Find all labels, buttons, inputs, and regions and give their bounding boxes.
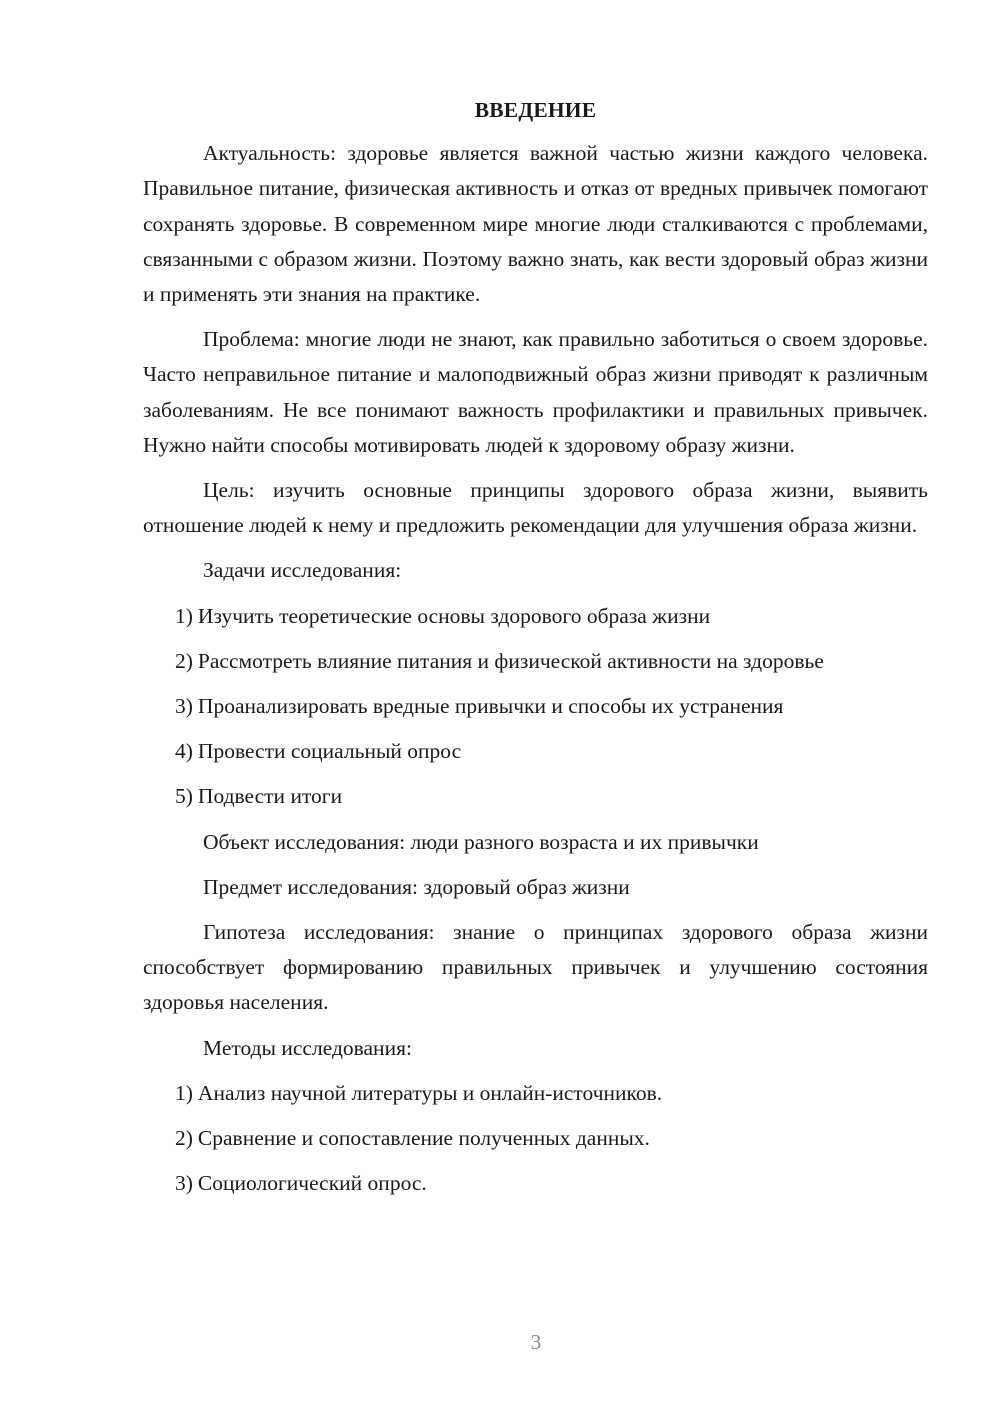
methods-heading: Методы исследования: — [203, 1035, 412, 1060]
relevance-paragraph: Актуальность: здоровье является важной частью жизни каждого человека. Правильное питание, физическая активность и отказ от вредных привычек помогают сохранять здоровье. В современном мире многие люди сталкиваются с проблемами, связанными с образом жизни. Поэтому важно знать, как вести здоровый образ жизни и применять эти знания на практике. — [143, 141, 928, 307]
problem-paragraph: Проблема: многие люди не знают, как правильно заботиться о своем здоровье. Часто неправильное питание и малоподвижный образ жизни приводят к различным заболеваниям. Не все понимают важность профилактики и правильных привычек. Нужно найти способы мотивировать людей к здоровому образу жизни. — [143, 327, 928, 457]
subject-line: Предмет исследования: здоровый образ жизни — [203, 874, 630, 899]
list-number: 4) — [175, 739, 193, 764]
list-number: 2) — [175, 648, 193, 673]
list-text: Подвести итоги — [197, 784, 343, 809]
list-number: 3) — [175, 1171, 193, 1196]
list-number: 3) — [175, 694, 193, 719]
method-item — [143, 1121, 928, 1156]
task-item — [143, 599, 928, 634]
list-text: Провести социальный опрос — [197, 739, 462, 764]
list-text: Проанализировать вредные привычки и способы их устранения — [197, 694, 784, 719]
list-number: 5) — [175, 784, 193, 809]
page-title: ВВЕДЕНИЕ — [474, 98, 597, 122]
task-item — [143, 779, 928, 814]
task-item — [143, 734, 928, 769]
method-item — [143, 1076, 928, 1111]
list-text: Сравнение и сопоставление полученных данных. — [197, 1126, 650, 1151]
list-text: Изучить теоретические основы здорового образа жизни — [197, 603, 711, 628]
list-number: 1) — [175, 1080, 193, 1105]
page-number: 3 — [530, 1330, 542, 1354]
hypothesis-paragraph: Гипотеза исследования: знание о принципах здорового образа жизни способствует формированию правильных привычек и улучшению состояния здоровья населения. — [143, 920, 928, 1015]
list-text: Социологический опрос. — [197, 1171, 427, 1196]
page-content — [143, 93, 928, 1211]
goal-paragraph: Цель: изучить основные принципы здорового образа жизни, выявить отношение людей к нему и предложить рекомендации для улучшения образа жизни. — [143, 478, 928, 538]
list-text: Рассмотреть влияние питания и физической активности на здоровье — [197, 648, 824, 673]
method-item — [143, 1166, 928, 1201]
list-number: 2) — [175, 1126, 193, 1151]
tasks-heading: Задачи исследования: — [203, 558, 402, 583]
list-number: 1) — [175, 603, 193, 628]
task-item — [143, 644, 928, 679]
task-item — [143, 689, 928, 724]
object-line: Объект исследования: люди разного возраста и их привычки — [203, 829, 759, 854]
list-text: Анализ научной литературы и онлайн-источников. — [197, 1080, 663, 1105]
